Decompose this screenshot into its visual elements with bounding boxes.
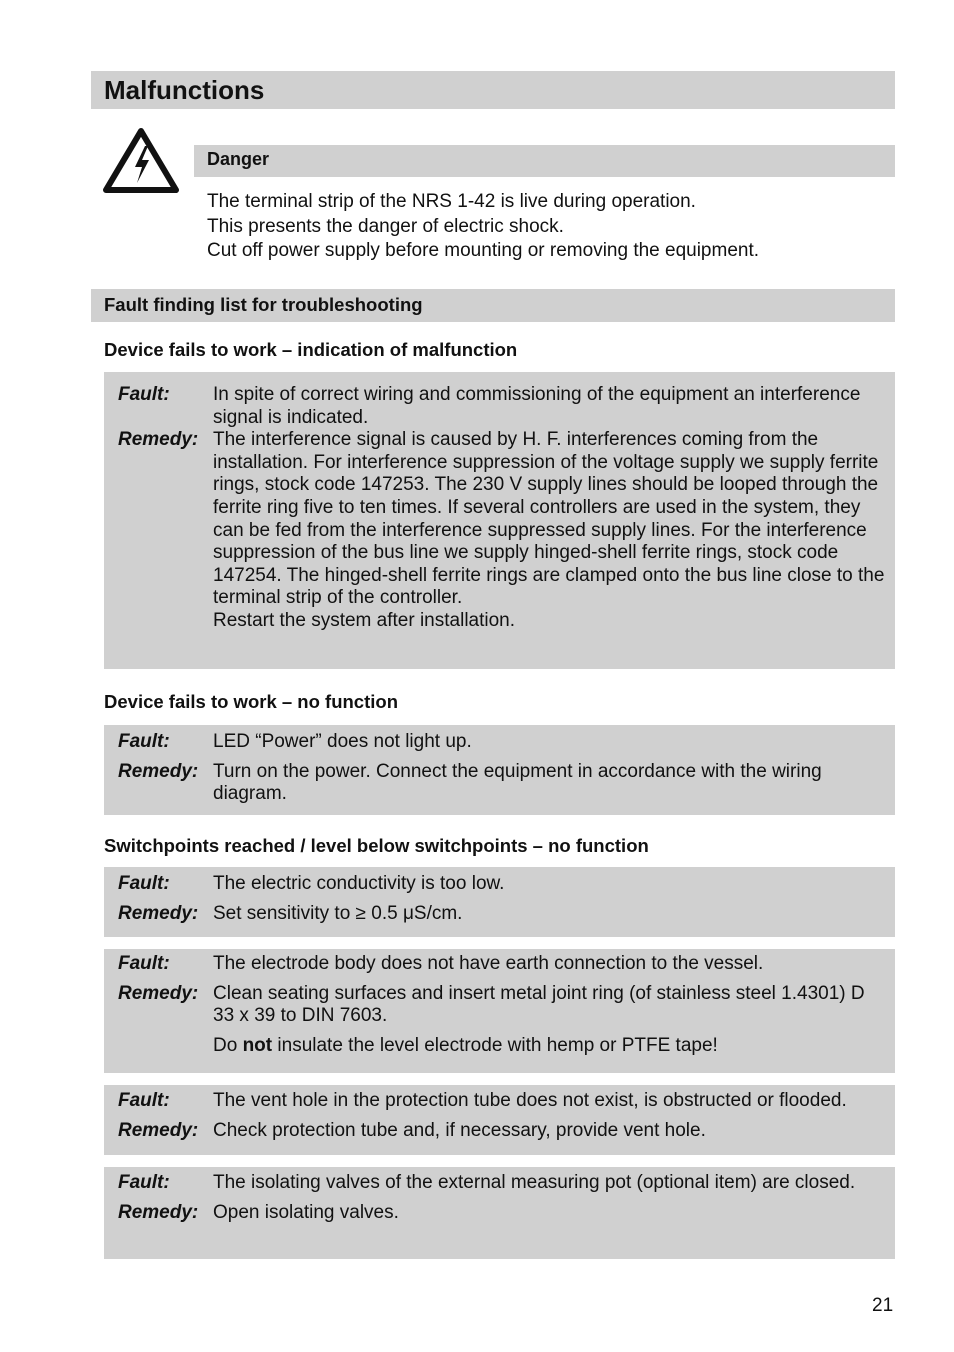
fault-text: LED “Power” does not light up. bbox=[213, 731, 472, 752]
fault-row bbox=[118, 1172, 885, 1195]
fault-row bbox=[118, 384, 885, 429]
remedy-text: Turn on the power. Connect the equipment in accordance with the wiring diagram. bbox=[213, 760, 822, 805]
section-heading: Switchpoints reached / level below switchpoints – no function bbox=[104, 835, 649, 856]
fault-remedy-box bbox=[104, 949, 895, 1073]
fault-label: Fault: bbox=[118, 384, 170, 405]
remedy-row bbox=[118, 761, 885, 806]
remedy-row bbox=[118, 429, 885, 632]
remedy-row bbox=[118, 903, 885, 926]
fault-label: Fault: bbox=[118, 873, 170, 894]
fault-label: Fault: bbox=[118, 731, 170, 752]
page-title: Malfunctions bbox=[91, 71, 895, 109]
remedy-label: Remedy: bbox=[118, 1119, 199, 1141]
remedy-label: Remedy: bbox=[118, 1201, 199, 1223]
page-number: 21 bbox=[872, 1295, 894, 1316]
fault-text: The isolating valves of the external measuring pot (optional item) are closed. bbox=[213, 1172, 856, 1193]
remedy-note-emphasis: not bbox=[242, 1034, 273, 1056]
remedy-row bbox=[118, 1202, 885, 1225]
fault-label: Fault: bbox=[118, 1090, 170, 1111]
remedy-body: The interference signal is caused by H. F. interferences coming from the installation. For interference suppression of the voltage supply we supply ferrite rings, stock code 147253. The 230 V supply lines should be looped through the ferrite ring five to ten times. If several controllers are used in the system, they can be fed from the interference suppressed supply lines. For the interference suppression of the bus line we supply hinged-shell ferrite rings, stock code 147254. The hinged-shell ferrite rings are clamped onto the bus line close to the terminal strip of the controller. bbox=[213, 429, 885, 609]
remedy-extra: Restart the system after installation. bbox=[213, 609, 516, 631]
section-heading: Device fails to work – no function bbox=[104, 691, 398, 712]
fault-text: The vent hole in the protection tube does not exist, is obstructed or flooded. bbox=[213, 1090, 847, 1111]
fault-label: Fault: bbox=[118, 1172, 170, 1193]
danger-line: The terminal strip of the NRS 1-42 is live during operation. bbox=[207, 191, 696, 212]
danger-line: Cut off power supply before mounting or removing the equipment. bbox=[207, 240, 760, 261]
remedy-label: Remedy: bbox=[118, 982, 199, 1004]
remedy-text bbox=[213, 429, 885, 632]
fault-row bbox=[118, 873, 885, 896]
fault-remedy-box bbox=[104, 372, 895, 669]
fault-row bbox=[118, 1090, 885, 1113]
remedy-row bbox=[118, 1120, 885, 1143]
danger-line: This presents the danger of electric shock. bbox=[207, 215, 564, 237]
section-heading: Device fails to work – indication of malfunction bbox=[104, 339, 518, 360]
remedy-note-prefix: Do bbox=[213, 1034, 238, 1056]
remedy-label: Remedy: bbox=[118, 760, 199, 782]
remedy-note-suffix: insulate the level electrode with hemp or PTFE tape! bbox=[277, 1034, 718, 1056]
fault-label: Fault: bbox=[118, 953, 170, 974]
danger-message bbox=[207, 190, 887, 264]
fault-remedy-box bbox=[104, 867, 895, 937]
electric-shock-warning-icon bbox=[102, 126, 180, 196]
remedy-body: Clean seating surfaces and insert metal joint ring (of stainless steel 1.4301) D 33 x 39 to DIN 7603. bbox=[213, 982, 865, 1027]
fault-text: In spite of correct wiring and commissioning of the equipment an interference signal is indicated. bbox=[213, 384, 861, 428]
remedy-note bbox=[213, 1035, 885, 1058]
remedy-label: Remedy: bbox=[118, 902, 199, 924]
fault-remedy-box bbox=[104, 1085, 895, 1155]
fault-remedy-box bbox=[104, 1167, 895, 1259]
remedy-text bbox=[213, 983, 885, 1058]
remedy-label: Remedy: bbox=[118, 429, 199, 451]
fault-list-heading: Fault finding list for troubleshooting bbox=[91, 289, 895, 322]
danger-heading: Danger bbox=[194, 145, 895, 177]
fault-text: The electrode body does not have earth connection to the vessel. bbox=[213, 953, 764, 974]
remedy-text: Set sensitivity to ≥ 0.5 μS/cm. bbox=[213, 902, 463, 924]
fault-row bbox=[118, 731, 885, 754]
fault-row bbox=[118, 953, 885, 976]
remedy-text: Open isolating valves. bbox=[213, 1201, 399, 1223]
remedy-text: Check protection tube and, if necessary, provide vent hole. bbox=[213, 1119, 706, 1141]
fault-remedy-box bbox=[104, 725, 895, 815]
remedy-row bbox=[118, 983, 885, 1058]
fault-text: The electric conductivity is too low. bbox=[213, 873, 505, 894]
